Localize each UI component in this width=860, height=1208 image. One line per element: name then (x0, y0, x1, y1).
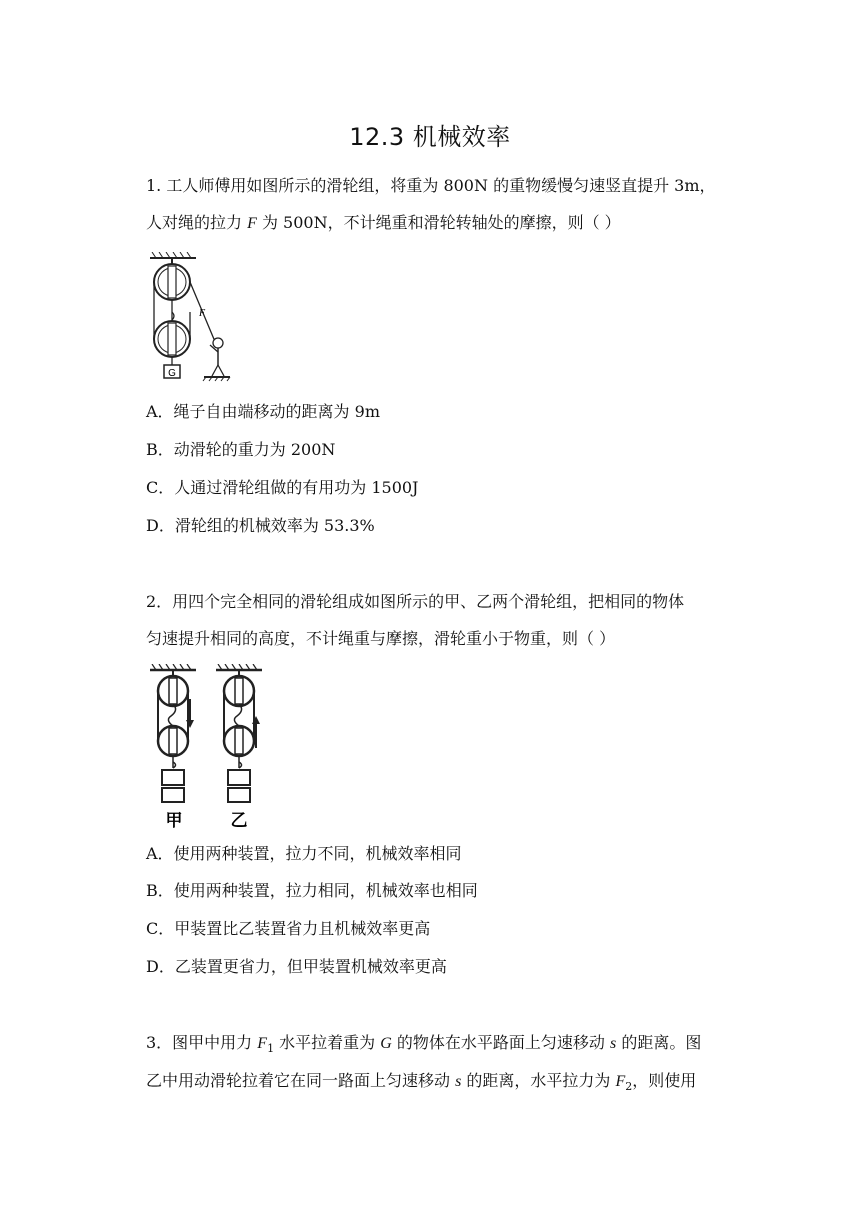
q2-line-2: 匀速提升相同的高度，不计绳重与摩擦，滑轮重小于物重，则（ ） (146, 629, 616, 648)
q1-option-a: A．绳子自由端移动的距离为 9m (146, 402, 380, 421)
fig1-label-f: F (199, 308, 206, 319)
fig2-label-jia: 甲 (165, 811, 183, 831)
q1-option-c: C．人通过滑轮组做的有用功为 1500J (146, 478, 419, 497)
page-title: 12.3 机械效率 (349, 123, 511, 151)
q2-line-1: 2．用四个完全相同的滑轮组成如图所示的甲、乙两个滑轮组，把相同的物体 (146, 592, 685, 611)
q1-option-d: D．滑轮组的机械效率为 53.3% (146, 516, 375, 535)
q2-option-c: C．甲装置比乙装置省力且机械效率更高 (146, 919, 431, 938)
q2-option-a: A．使用两种装置，拉力不同，机械效率相同 (146, 844, 462, 863)
fig2-label-yi: 乙 (230, 811, 248, 831)
q1-line-2: 人对绳的拉力 F 为 500N，不计绳重和滑轮转轴处的摩擦，则（ ） (146, 213, 621, 232)
q3-line-2: 乙中用动滑轮拉着它在同一路面上匀速移动 s 的距离，水平拉力为 $F_2$，则使用 (146, 1071, 697, 1094)
q2-option-b: B．使用两种装置，拉力相同，机械效率也相同 (146, 881, 478, 900)
q3-line-1: 3．图甲中用力 $F_1$ 水平拉着重为 G 的物体在水平路面上匀速移动 s 的距离。图 (146, 1033, 702, 1056)
q2-option-d: D．乙装置更省力，但甲装置机械效率更高 (146, 957, 447, 976)
fig1-label-g: G (168, 368, 176, 379)
q1-option-b: B．动滑轮的重力为 200N (146, 440, 336, 459)
q1-line-1: 1. 工人师傅用如图所示的滑轮组，将重为 800N 的重物缓慢匀速竖直提升 3m， (146, 176, 716, 195)
q2-pulley-figure (146, 664, 270, 832)
q1-pulley-figure (146, 252, 232, 382)
